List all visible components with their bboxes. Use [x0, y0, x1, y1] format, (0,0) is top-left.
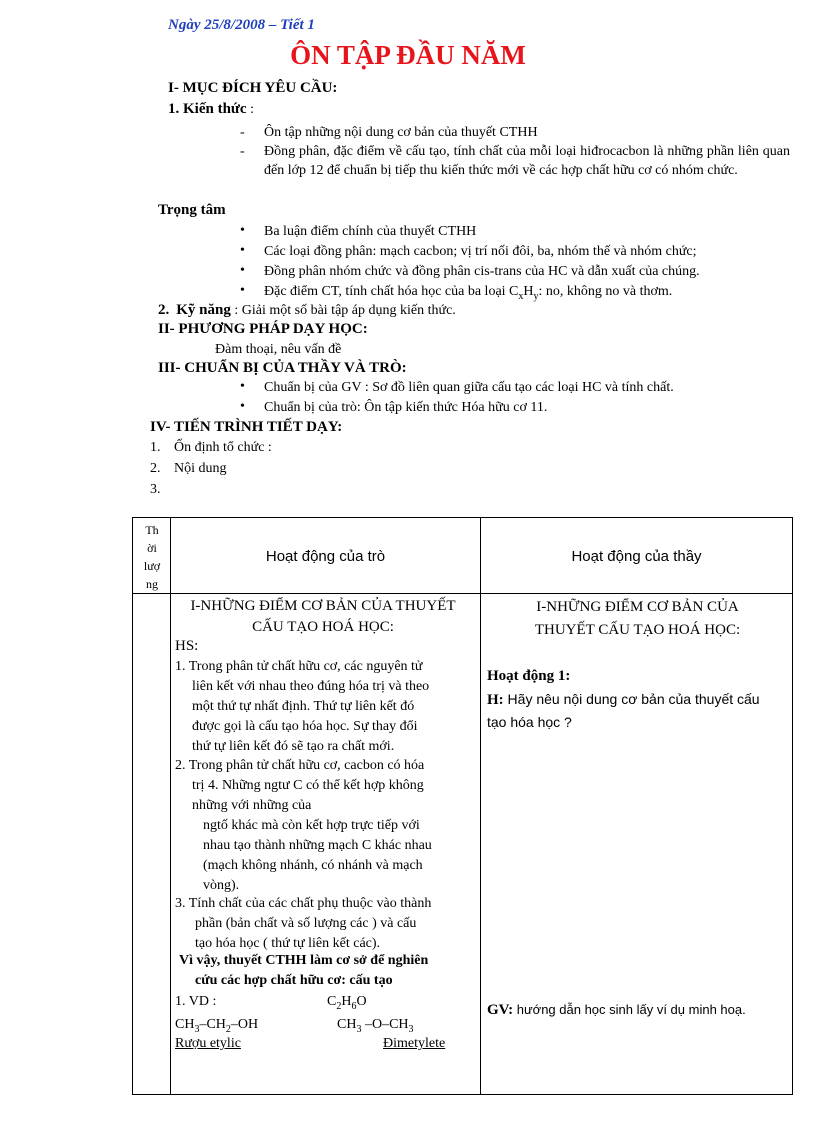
student-point-1 [175, 657, 475, 757]
teacher-question [487, 688, 787, 733]
point-line: (mạch không nhánh, có nhánh và mạch [203, 858, 423, 873]
header-student-activity: Hoạt động của trò [265, 548, 386, 565]
teacher-heading-line: I-NHỮNG ĐIỂM CƠ BẢN CỦA [536, 599, 739, 615]
process-number: 2. [150, 461, 161, 476]
formula-cxhy: $C_xH_y$ [509, 284, 539, 302]
skills-label: Kỹ năng [176, 302, 231, 318]
point-line: tạo hóa học ( thứ tự liên kết các). [195, 936, 381, 951]
focus-text: Đồng phân nhóm chức và đồng phân cis-trans của HC và dẫn xuất của chúng. [264, 264, 700, 279]
focus-item [240, 264, 700, 284]
knowledge-text: Đồng phân, đặc điểm về cấu tạo, tính chất của mỗi loại hiđrocacbon là những phần liên quan đến lớp 12 để chuẩn bị tiếp thu kiến thức mới về các hợp chất hữu cơ có nhóm chức. [264, 144, 790, 178]
process-list [150, 440, 272, 503]
teacher-guidance [487, 1000, 746, 1020]
preparation-text: Chuẩn bị của GV : Sơ đồ liên quan giữa cấu tạo các loại HC và tính chất. [264, 380, 674, 395]
focus-text: Các loại đồng phân: mạch cacbon; vị trí nối đôi, ba, nhóm thế và nhóm chức; [264, 244, 697, 259]
name-ethanol: Rượu etylic [175, 1036, 241, 1051]
point-line: nhau tạo thành những mạch C khác nhau [203, 838, 432, 853]
knowledge-item [240, 142, 790, 180]
bullet-icon: • [240, 283, 245, 298]
process-text: Ổn định tổ chức : [174, 440, 272, 455]
knowledge-list [240, 123, 790, 180]
lesson-table [132, 517, 793, 1095]
skills-number: 2. [158, 302, 170, 318]
point-line: phần (bản chất và số lượng các ) và cấu [195, 916, 417, 931]
teacher-heading [483, 596, 792, 642]
process-text: Nội dung [174, 461, 227, 476]
header-time-line: lượ [143, 559, 161, 573]
process-number: 3. [150, 482, 161, 497]
point-line: thứ tự liên kết đó sẽ tạo ra chất mới. [192, 739, 395, 754]
point-line: liên kết với nhau theo đúng hóa trị và theo [192, 679, 430, 694]
bullet-icon: • [240, 223, 245, 238]
knowledge-label: 1. Kiến thức [168, 101, 247, 117]
skills-text: : Giải một số bài tập áp dụng kiến thức. [230, 303, 456, 318]
gv-text: hướng dẫn học sinh lấy ví dụ minh hoạ. [513, 1002, 746, 1017]
bullet-icon: • [240, 379, 245, 394]
point-line: vòng). [203, 878, 240, 893]
focus-heading: Trọng tâm [158, 202, 226, 218]
section-1-heading: I- MỤC ĐÍCH YÊU CẦU: [168, 80, 338, 96]
student-conclusion [179, 951, 479, 991]
lesson-date: Ngày 25/8/2008 – Tiết 1 [168, 17, 315, 33]
header-time-line: Th [145, 523, 159, 537]
question-text: Hãy nêu nội dung cơ bản của thuyết cấu [503, 691, 760, 707]
conclusion-line: cứu các hợp chất hữu cơ: cấu tạo [195, 973, 393, 988]
activity-label: Hoạt động 1: [487, 668, 571, 684]
section-4-heading: IV- TIẾN TRÌNH TIẾT DẠY: [150, 419, 343, 435]
column-divider [480, 518, 481, 1094]
point-line: trị 4. Những ngtư C có thể kết hợp không [192, 778, 424, 793]
header-time-line: ng [146, 577, 158, 591]
point-line: một thứ tự nhất định. Thứ tự liên kết đó [192, 699, 415, 714]
student-point-2 [175, 756, 475, 896]
bullet-icon: • [240, 243, 245, 258]
preparation-text: Chuẩn bị của trò: Ôn tập kiến thức Hóa hữu cơ 11. [264, 400, 548, 415]
knowledge-text: Ôn tập những nội dung cơ bản của thuyết CTHH [264, 125, 538, 140]
skills-line [158, 302, 456, 319]
hs-label: HS: [175, 638, 199, 654]
header-teacher-activity: Hoạt động của thầy [571, 548, 702, 565]
preparation-item [240, 400, 674, 420]
point-line: 1. Trong phân tử chất hữu cơ, các nguyên tử [175, 659, 423, 674]
knowledge-item [240, 123, 790, 142]
header-time-line: ời [147, 541, 157, 555]
section-2-heading: II- PHƯƠNG PHÁP DẠY HỌC: [158, 321, 368, 337]
question-line [487, 688, 787, 711]
column-divider [170, 518, 171, 1094]
dash-marker: - [240, 144, 245, 159]
bullet-icon: • [240, 263, 245, 278]
knowledge-heading [168, 101, 254, 118]
knowledge-colon: : [246, 102, 254, 117]
question-label: H: [487, 692, 504, 708]
focus-list [240, 224, 700, 304]
process-item [150, 440, 272, 461]
method-text: Đàm thoại, nêu vấn đề [215, 342, 342, 357]
process-item [150, 482, 272, 503]
teacher-heading-line: THUYẾT CẤU TẠO HOÁ HỌC: [534, 622, 741, 638]
header-time [137, 521, 167, 593]
page-title: ÔN TẬP ĐẦU NĂM [290, 40, 526, 70]
section-3-heading: III- CHUẨN BỊ CỦA THẦY VÀ TRÒ: [158, 360, 407, 376]
preparation-list [240, 380, 674, 420]
process-item [150, 461, 272, 482]
point-line: những với những của [192, 798, 312, 813]
conclusion-line: Vì vậy, thuyết CTHH làm cơ sở để nghiên [179, 953, 429, 968]
focus-tail: : no, không no và thơm. [538, 284, 673, 299]
focus-item [240, 224, 700, 244]
point-line: được gọi là cấu tạo hóa học. Sự thay đổi [192, 719, 418, 734]
focus-item [240, 284, 700, 304]
focus-item [240, 244, 700, 264]
example-formula: $C_2H_6O$ [327, 994, 367, 1012]
example-label: 1. VD : [175, 994, 217, 1009]
preparation-item [240, 380, 674, 400]
gv-label: GV: [487, 1002, 514, 1018]
question-line: tạo hóa học ? [487, 714, 572, 730]
dash-marker: - [240, 125, 245, 140]
header-divider [133, 593, 792, 594]
point-line: ngtố khác mà còn kết hợp trực tiếp với [203, 818, 420, 833]
student-heading: I-NHỮNG ĐIỂM CƠ BẢN CỦA THUYẾT CẤU TẠO HOÁ HỌC: [190, 598, 456, 635]
process-number: 1. [150, 440, 161, 455]
formula-ethanol: $CH_3-CH_2-OH$ [175, 1017, 259, 1035]
student-point-3 [175, 894, 475, 954]
formula-dimethyl-ether: $CH_3$ $-O-CH_3$ [337, 1017, 414, 1035]
point-line: 2. Trong phân tử chất hữu cơ, cacbon có hóa [175, 758, 425, 773]
bullet-icon: • [240, 399, 245, 414]
focus-text: Đặc điểm CT, tính chất hóa học của ba loại [264, 284, 510, 299]
name-dimethyl-ether: Đimetylete [383, 1036, 446, 1051]
focus-text: Ba luận điểm chính của thuyết CTHH [264, 224, 477, 239]
point-line: 3. Tính chất của các chất phụ thuộc vào thành [175, 896, 432, 911]
